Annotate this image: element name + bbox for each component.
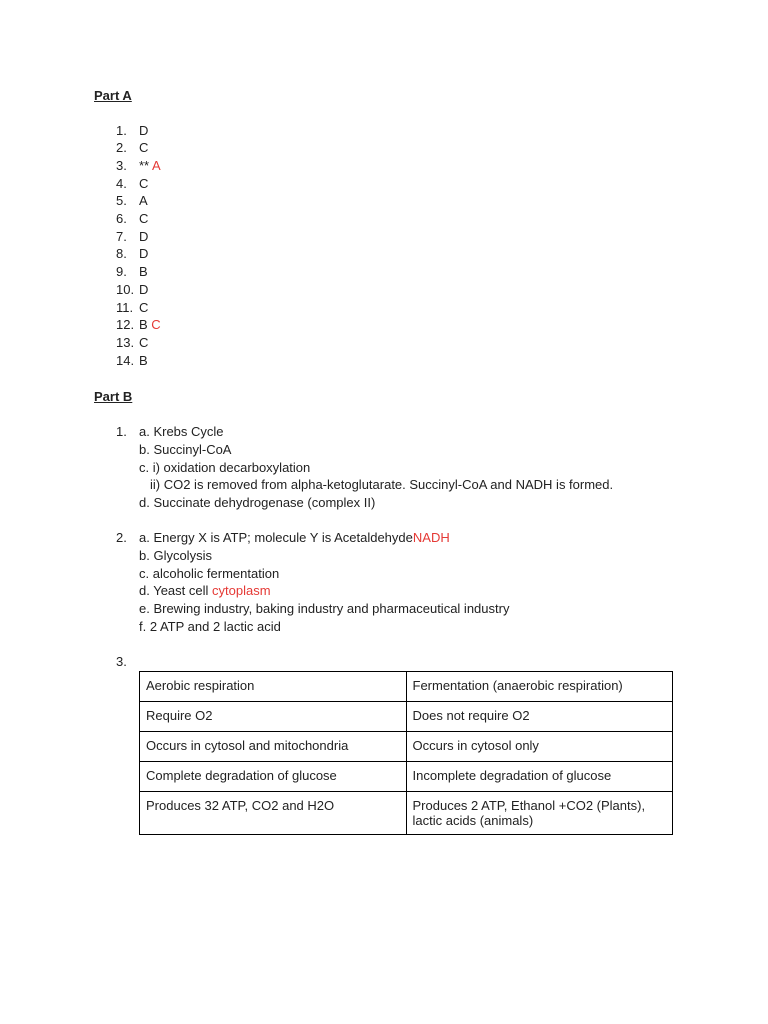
- answer-number: 4.: [116, 176, 127, 191]
- q2-part-a: [139, 529, 450, 547]
- table-row: [140, 732, 673, 762]
- q1-part-b: b. Succinyl-CoA: [139, 442, 232, 457]
- answer-text: C: [139, 300, 149, 315]
- part-b-heading: Part B: [94, 389, 133, 404]
- answer-number: 7.: [116, 229, 127, 244]
- answer-number: 11.: [116, 300, 134, 315]
- comparison-table: [139, 671, 673, 835]
- table-row: [140, 762, 673, 792]
- q2-part-b: b. Glycolysis: [139, 548, 212, 563]
- answer-correction: A: [152, 158, 161, 173]
- table-cell: Does not require O2: [406, 702, 673, 732]
- question-3-number: 3.: [116, 654, 127, 669]
- answer-number: 12.: [116, 317, 135, 332]
- q2-part-d-correction: cytoplasm: [212, 583, 271, 598]
- table-cell: Occurs in cytosol and mitochondria: [140, 732, 407, 762]
- q1-part-a: a. Krebs Cycle: [139, 424, 224, 439]
- answer-text: B: [139, 353, 148, 368]
- answer-text: D: [139, 123, 149, 138]
- answer-number: 9.: [116, 264, 127, 279]
- table-header-row: [140, 672, 673, 702]
- question-2-number: 2.: [116, 530, 127, 545]
- answer-number: 5.: [116, 193, 127, 208]
- table-header-cell: Aerobic respiration: [140, 672, 407, 702]
- table-cell: Produces 32 ATP, CO2 and H2O: [140, 792, 407, 835]
- q2-part-c: c. alcoholic fermentation: [139, 566, 280, 581]
- part-a-heading: Part A: [94, 88, 132, 103]
- q2-part-e: e. Brewing industry, baking industry and pharmaceutical industry: [139, 601, 510, 616]
- answer-text: C: [139, 211, 149, 226]
- answer-text: B: [139, 317, 148, 332]
- q2-part-f: f. 2 ATP and 2 lactic acid: [139, 619, 281, 634]
- answer-text: C: [139, 140, 149, 155]
- question-1-number: 1.: [116, 424, 127, 439]
- table-cell: Require O2: [140, 702, 407, 732]
- table-cell: Occurs in cytosol only: [406, 732, 673, 762]
- table-cell: Complete degradation of glucose: [140, 762, 407, 792]
- answer-number: 10.: [116, 282, 135, 297]
- table-row: [140, 702, 673, 732]
- answer-text: D: [139, 246, 149, 261]
- table-cell: Incomplete degradation of glucose: [406, 762, 673, 792]
- answer-text: **: [139, 158, 150, 173]
- answer-number: 1.: [116, 123, 127, 138]
- answer-text: A: [139, 193, 148, 208]
- q2-part-a-text: a. Energy X is ATP; molecule Y is Acetaldehyde: [139, 530, 413, 545]
- q2-part-a-correction: NADH: [412, 530, 450, 545]
- answer-number: 8.: [116, 246, 127, 261]
- answer-number: 6.: [116, 211, 127, 226]
- answer-correction: C: [151, 317, 161, 332]
- table-row: [140, 792, 673, 835]
- answer-text: D: [139, 282, 149, 297]
- q1-part-c-i: c. i) oxidation decarboxylation: [139, 460, 311, 475]
- answer-number: 2.: [116, 140, 127, 155]
- answer-number: 13.: [116, 335, 135, 350]
- table-cell: Produces 2 ATP, Ethanol +CO2 (Plants), lactic acids (animals): [406, 792, 673, 835]
- table-header-cell: Fermentation (anaerobic respiration): [406, 672, 673, 702]
- answer-text: C: [139, 176, 149, 191]
- q1-part-d: d. Succinate dehydrogenase (complex II): [139, 495, 376, 510]
- q2-part-d-text: d. Yeast cell: [139, 583, 209, 598]
- answer-text: B: [139, 264, 148, 279]
- answer-number: 14.: [116, 353, 135, 368]
- answer-text: C: [139, 335, 149, 350]
- answer-text: D: [139, 229, 149, 244]
- answer-number: 3.: [116, 158, 127, 173]
- q1-part-c-ii: ii) CO2 is removed from alpha-ketoglutarate. Succinyl-CoA and NADH is formed.: [150, 477, 614, 492]
- q2-part-d: [139, 582, 271, 600]
